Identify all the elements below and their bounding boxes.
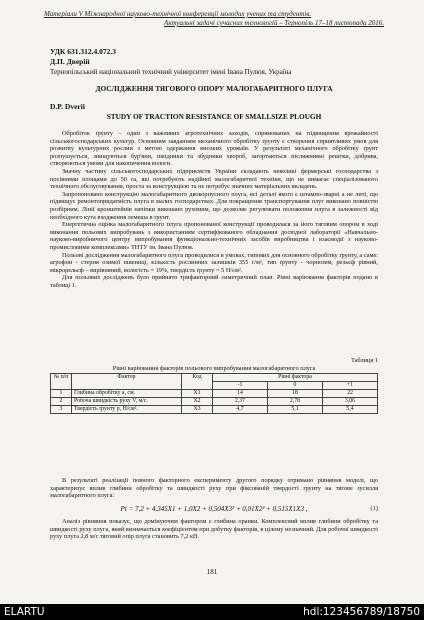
row-num: 3 xyxy=(51,406,72,414)
row-value: 14 xyxy=(213,390,268,398)
paragraph: В результаті реалізації повного факторного експерименту другого порядку отримано рівняння моделі, що характеризує вплив глибини обробітку та швидкості руху при фіксованій твердості ґрунту на тягове зусилля малогабаритного плуга: xyxy=(50,477,378,500)
title-en: STUDY OF TRACTION RESISTANCE OF SMALLSIZE PLOUGH xyxy=(106,112,322,121)
col-factor-header: Фактор xyxy=(72,374,182,390)
row-value: 18 xyxy=(268,390,323,398)
row-value: 3,06 xyxy=(323,398,378,406)
row-value: 5,1 xyxy=(268,406,323,414)
row-value: 2,78 xyxy=(268,398,323,406)
level-header: +1 xyxy=(323,382,378,390)
repository-name[interactable]: ELARTU xyxy=(4,606,45,618)
row-factor: Твердість ґрунту p, Н/см². xyxy=(72,406,182,414)
paragraph: Польові дослідження малогабаритного плуга проводилися в умовах, типових для основного обробітку ґрунту, а саме: агрофон - стерня озимої пшениці, кількість рослинних залишків 355 г/м², тип ґрунту - чорнозем, рельєф рівний, мікрорельєф – вирівняний, вологість = 19%, твердість ґрунту = 5 Н/см². xyxy=(50,251,378,274)
body-text-2 xyxy=(50,477,378,500)
header-line-2: Актуальні задачі сучасних технологій – Тернопіль 17–18 листопада 2016. xyxy=(164,19,384,27)
col-code-header: Код xyxy=(182,374,213,390)
table-row xyxy=(51,390,378,398)
page-number: 181 xyxy=(206,568,218,576)
row-code: X1 xyxy=(182,390,213,398)
paragraph: Обробіток ґрунту – один з важливих агротехнічних заходів, спрямованих на підвищення врожайності сільськогосподарських культур. Основним завданням механічного обробітку ґрунту є створення сприятливих умов для розвитку культурних рослин з метою одержання високих урожаїв. У результаті механічного обробітку ґрунт розпушується, знищуються бур'яни, шкідники та збудники хвороб, загортаються післяжнивні рештки, добрива, створюються умови для накопичення вологи. xyxy=(50,130,378,168)
col-num-header: № п/п xyxy=(51,374,72,390)
equation: Pt = 7,2 + 4,345X1 + 1,0X2 + 0,504X3² + 0,01X2² + 0,515X1X3 , xyxy=(120,505,308,513)
row-value: 4,7 xyxy=(213,406,268,414)
row-value: 5,4 xyxy=(323,406,378,414)
row-num: 1 xyxy=(51,390,72,398)
row-value: 2,37 xyxy=(213,398,268,406)
author-uk: Д.П. Дверій xyxy=(50,57,90,66)
title-uk: ДОСЛІДЖЕННЯ ТЯГОВОГО ОПОРУ МАЛОГАБАРИТНОГО ПЛУГА xyxy=(95,84,333,93)
table-title: Рівні варіювання факторів польового випробування малогабаритного плуга xyxy=(112,365,316,372)
author-en: D.P. Dverii xyxy=(50,102,85,111)
conference-header xyxy=(44,10,384,28)
row-code: X2 xyxy=(182,398,213,406)
body-text-3 xyxy=(50,518,378,541)
udk-code: УДК 631.312.4.072.3 xyxy=(50,47,116,56)
table-row xyxy=(51,406,378,414)
table-label: Таблиця 1 xyxy=(350,357,378,364)
paragraph: Аналіз рівняння показує, що домінуючим фактором є глибина оранки. Комплексний вплив глибини обробітку та швидкості руху плуга, який визначається коефіцієнтом при добутку факторів, в цілому незначний. Для робочої швидкості руху плуга 2,8 м/с тяговий опір плуга становить 7,2 кН. xyxy=(50,518,378,541)
paragraph: Для польових досліджень було прийнято трифакторний симетричний план. Рівні варіювання факторів подано в таблиці 1. xyxy=(50,274,378,289)
equation-number: (1) xyxy=(370,505,378,512)
col-levels-header: Рівні фактора xyxy=(213,374,378,382)
repository-footer xyxy=(0,604,424,620)
handle-id[interactable]: hdl:123456789/18750 xyxy=(303,606,420,618)
affiliation: Тернопільський національний технічний університет імені Івана Пулюя, Україна xyxy=(50,68,292,76)
level-header: 0 xyxy=(268,382,323,390)
row-factor: Робоча швидкість руху V, м/с. xyxy=(72,398,182,406)
paragraph: Значну частину сільськогосподарських підприємств України складають невеликі фермерські господарства з посівними площами до 50 га, які потребують надійної малогабаритної техніки, що не вимагає спеціалізованого технічного обслуговування, проста за конструкцією та не потребує значних матеріальних вкладень. xyxy=(50,167,378,191)
header-line-1: Матеріали V Міжнародної науково-технічної конференції молодих учених та студентів. xyxy=(44,10,312,18)
table-row xyxy=(51,398,378,406)
row-factor: Глибина обробітку a, см. xyxy=(72,390,182,398)
factor-table xyxy=(50,373,378,414)
row-num: 2 xyxy=(51,398,72,406)
level-header: -1 xyxy=(213,382,268,390)
paragraph: Енергетична оцінка малогабаритного плуга пропонованої конструкції проводилася за його тяговим опором в ході виконання польових випробувань з використанням сертифікованого обладнання досвідної лабораторії «Навчально-науково-виробничого центру випробування функціонально-технічних засобів виробництва і взаємодії з науково-промисловими комплексами» ТНТУ ім. Івана Пулюя. xyxy=(50,221,378,251)
row-value: 22 xyxy=(323,390,378,398)
body-text xyxy=(50,130,378,289)
row-code: X3 xyxy=(182,406,213,414)
paragraph: Запропоновано конструкцію малогабаритного двокорпусного плуга, всі деталі якого є штампо-зварні а не литі, що підвищує ремонтопридатність плуга в малих господарствах. Для покращення транспортування плуг виконано повністю розбірним. Лінії кронштейнів начіпки виконано рухомим, що дозволяє регулювати положення плуга в залежності від необхідного кута входження лемеша в ґрунт. xyxy=(50,190,378,221)
